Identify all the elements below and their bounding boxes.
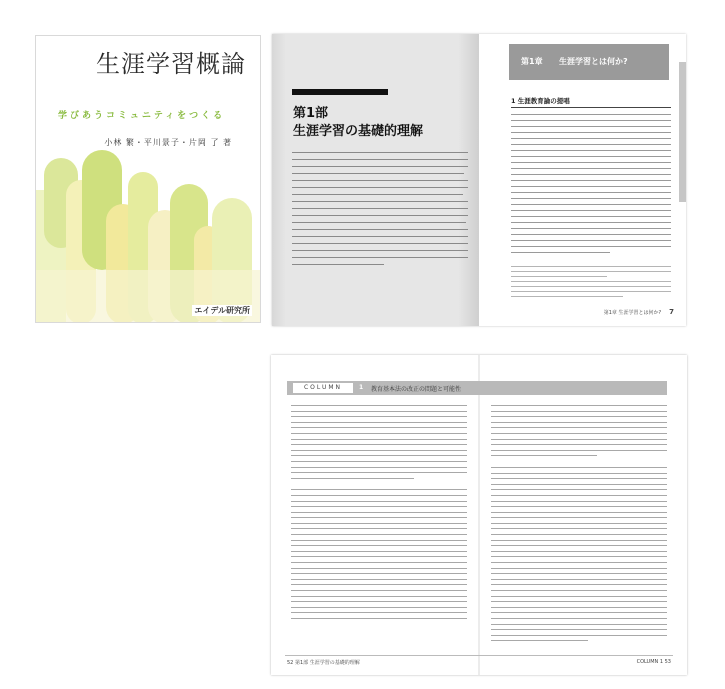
column-number: 1: [359, 384, 364, 391]
part-label: 第1部: [293, 106, 329, 121]
column-text-left: [291, 405, 467, 624]
chapter-title: 生涯学習とは何か?: [559, 57, 628, 66]
chapter-footnotes: [511, 266, 671, 301]
chapter-opening-page: [479, 34, 686, 326]
spread-gutter: [478, 355, 480, 675]
left-page-footer: 52 第1部 生涯学習の基礎的理解: [287, 660, 360, 666]
column-heading-bar: [287, 381, 667, 395]
part-opening-page: [272, 34, 479, 326]
book-cover: [35, 35, 261, 323]
footer-rule: [285, 655, 673, 656]
cover-artwork: [36, 150, 261, 323]
chapter-body-text: [511, 114, 671, 258]
chapter-side-tab: [679, 62, 686, 202]
column-page-spread: [271, 355, 687, 675]
top-page-spread: [272, 34, 686, 326]
column-title: 教育基本法の改正の問題と可能性: [371, 386, 462, 393]
cover-title: 生涯学習概論: [96, 50, 246, 78]
right-page-footer: COLUMN 1 53: [636, 659, 671, 665]
section-title: 1 生涯教育論の提唱: [511, 97, 570, 105]
chapter-label: 第1章: [521, 57, 543, 66]
cover-subtitle: 学びあうコミュニティをつくる: [58, 111, 226, 121]
part-heading-bar: [292, 89, 388, 95]
part-intro-text: [292, 152, 468, 271]
section-rule: [511, 107, 671, 108]
cover-authors: 小林 繁・平川景子・片岡 了 著: [104, 138, 232, 147]
column-text-right: [491, 405, 667, 646]
column-tag: COLUMN: [293, 383, 353, 393]
publisher-logo: エイデル研究所: [194, 306, 250, 315]
page-footer: [604, 308, 674, 316]
page-number: 7: [669, 308, 674, 316]
running-footer: 第1章 生涯学習とは何か?: [603, 310, 662, 316]
part-title: 生涯学習の基礎的理解: [293, 124, 424, 139]
chapter-heading: [509, 44, 669, 80]
